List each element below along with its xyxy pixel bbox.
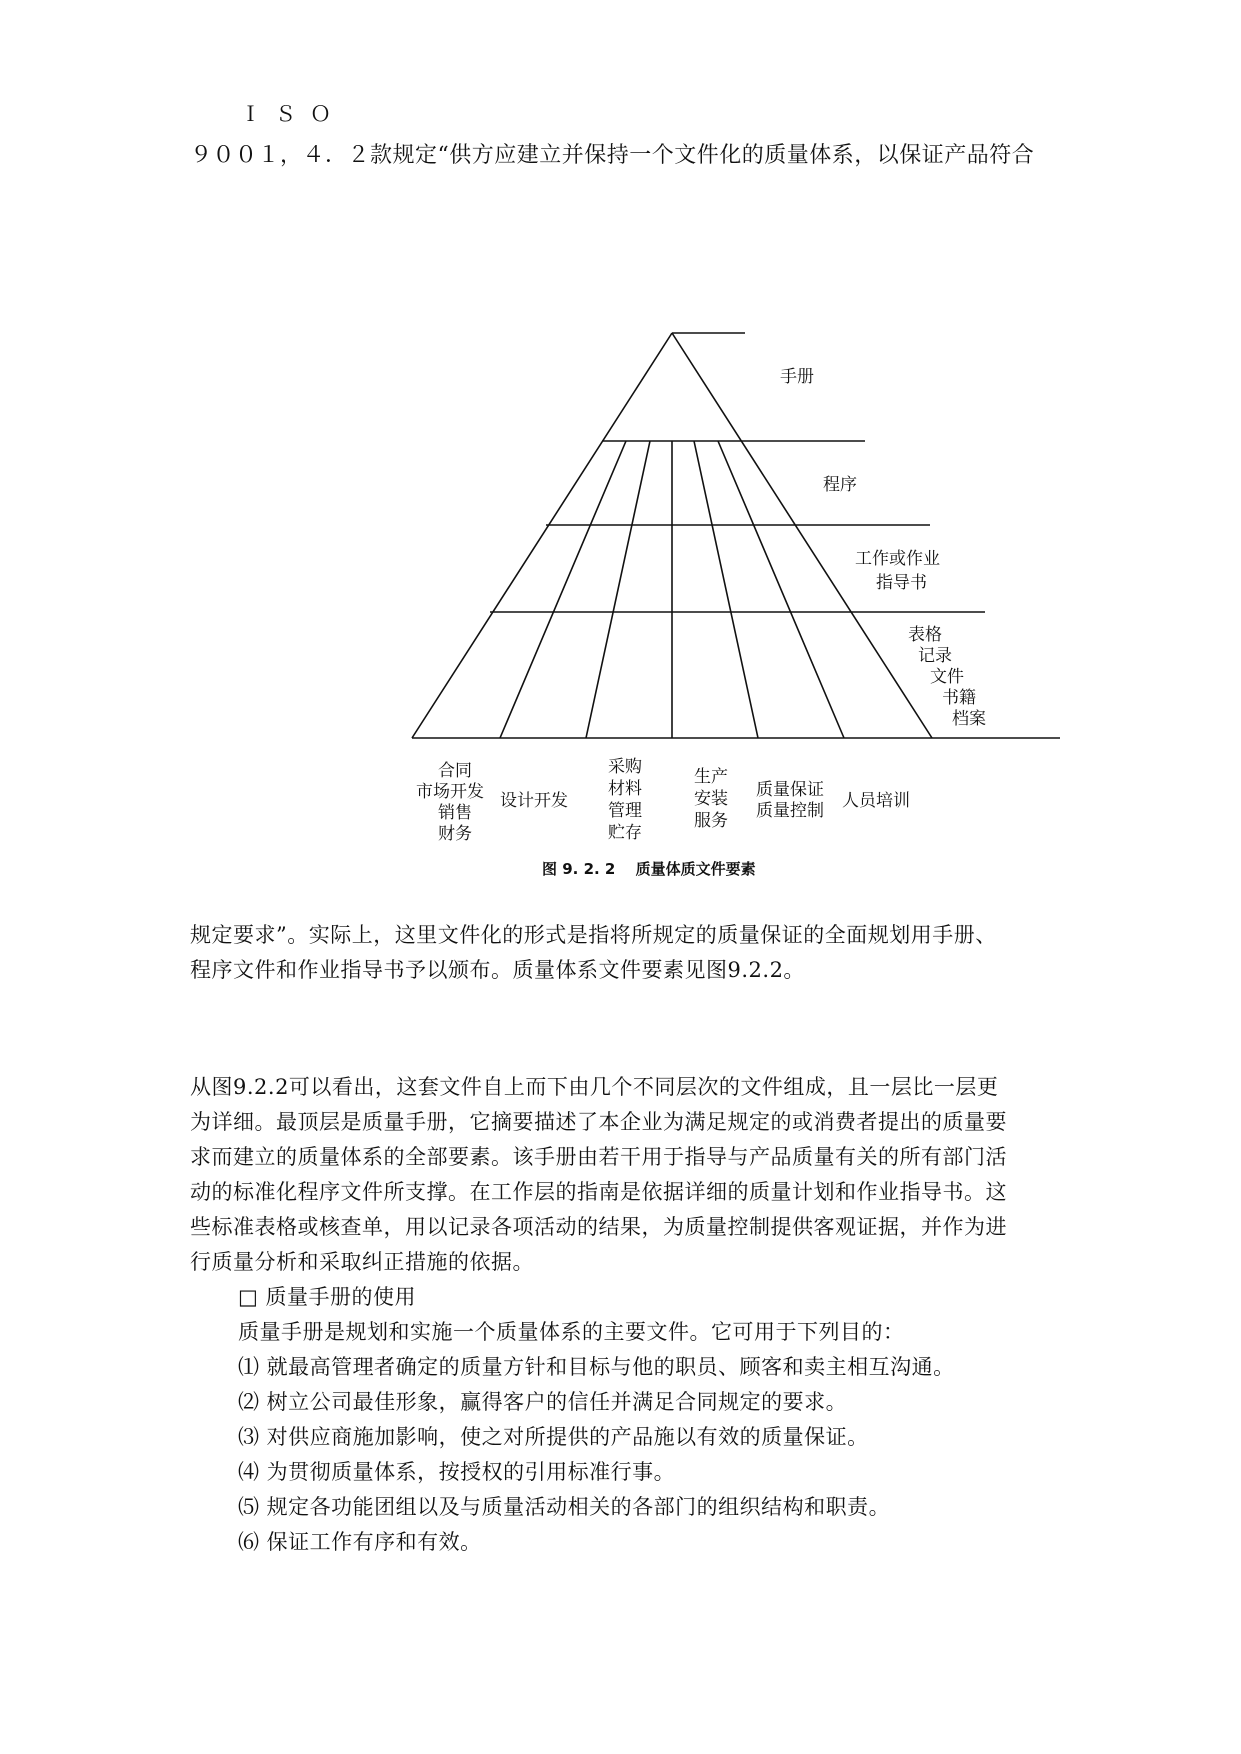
list-item: ⑸ 规定各功能团组以及与质量活动相关的各部门的组织结构和职责。 bbox=[238, 1495, 891, 1519]
col-quality-1: 质量保证 bbox=[756, 780, 824, 800]
col-contract-3: 销售 bbox=[438, 803, 472, 823]
list-item: ⑹ 保证工作有序和有效。 bbox=[238, 1530, 482, 1554]
col-purchase-1: 采购 bbox=[608, 757, 642, 777]
level-work-label-1: 工作或作业 bbox=[855, 549, 940, 569]
level-files-label: 文件 bbox=[930, 667, 964, 687]
col-contract-4: 财务 bbox=[438, 824, 472, 844]
list-item: ⑵ 树立公司最佳形象，赢得客户的信任并满足合同规定的要求。 bbox=[238, 1390, 848, 1414]
figure-caption: 图 9. 2. 2 质量体质文件要素 bbox=[542, 860, 756, 878]
list-item: ⑷ 为贯彻质量体系，按授权的引用标准行事。 bbox=[238, 1460, 676, 1484]
list-item: ⑶ 对供应商施加影响，使之对所提供的产品施以有效的质量保证。 bbox=[238, 1425, 869, 1449]
section-intro: 质量手册是规划和实施一个质量体系的主要文件。它可用于下列目的： bbox=[238, 1320, 905, 1344]
col-purchase-3: 管理 bbox=[608, 801, 642, 821]
col-purchase-4: 贮存 bbox=[608, 823, 642, 843]
col-production-2: 安装 bbox=[694, 789, 728, 809]
col-production-1: 生产 bbox=[694, 767, 728, 787]
level-manual-label: 手册 bbox=[780, 367, 814, 387]
col-quality-2: 质量控制 bbox=[756, 801, 824, 821]
col-purchase-2: 材料 bbox=[608, 779, 642, 799]
paragraph-1-line: 程序文件和作业指导书予以颁布。质量体系文件要素见图9.2.2。 bbox=[190, 958, 805, 982]
level-forms-label: 表格 bbox=[908, 625, 942, 645]
list-item: ⑴ 就最高管理者确定的质量方针和目标与他的职员、顾客和卖主相互沟通。 bbox=[238, 1355, 955, 1379]
iso-label: ＩＳＯ bbox=[240, 102, 345, 126]
iso-clause-line: ９００１，４．２款规定“供方应建立并保持一个文件化的质量体系，以保证产品符合 bbox=[190, 143, 1035, 168]
level-work-label-2: 指导书 bbox=[876, 573, 927, 593]
paragraph-1 bbox=[190, 918, 1150, 988]
paragraph-2-line: 求而建立的质量体系的全部要素。该手册由若干用于指导与产品质量有关的所有部门活 bbox=[190, 1145, 1007, 1169]
paragraph-2-line: 动的标准化程序文件所支撑。在工作层的指南是依据详细的质量计划和作业指导书。这 bbox=[190, 1180, 1007, 1204]
col-production-3: 服务 bbox=[694, 811, 728, 831]
col-contract-2: 市场开发 bbox=[416, 782, 484, 802]
paragraph-2-line: 些标准表格或核查单，用以记录各项活动的结果，为质量控制提供客观证据，并作为进 bbox=[190, 1215, 1007, 1239]
paragraph-2 bbox=[190, 1070, 1150, 1560]
col-training: 人员培训 bbox=[842, 791, 910, 811]
paragraph-2-line: 从图9.2.2可以看出，这套文件自上而下由几个不同层次的文件组成，且一层比一层更 bbox=[190, 1075, 999, 1099]
paragraph-2-line: 为详细。最顶层是质量手册，它摘要描述了本企业为满足规定的或消费者提出的质量要 bbox=[190, 1110, 1007, 1134]
col-design: 设计开发 bbox=[500, 791, 568, 811]
level-archives-label: 档案 bbox=[952, 709, 986, 729]
paragraph-1-line: 规定要求”。实际上，这里文件化的形式是指将所规定的质量保证的全面规划用手册、 bbox=[190, 923, 997, 947]
level-records-label: 记录 bbox=[918, 646, 952, 666]
col-contract-1: 合同 bbox=[438, 761, 472, 781]
level-books-label: 书籍 bbox=[942, 688, 976, 708]
paragraph-2-line: 行质量分析和采取纠正措施的依据。 bbox=[190, 1250, 534, 1274]
level-procedure-label: 程序 bbox=[823, 475, 857, 495]
section-heading: □ 质量手册的使用 bbox=[238, 1285, 417, 1309]
